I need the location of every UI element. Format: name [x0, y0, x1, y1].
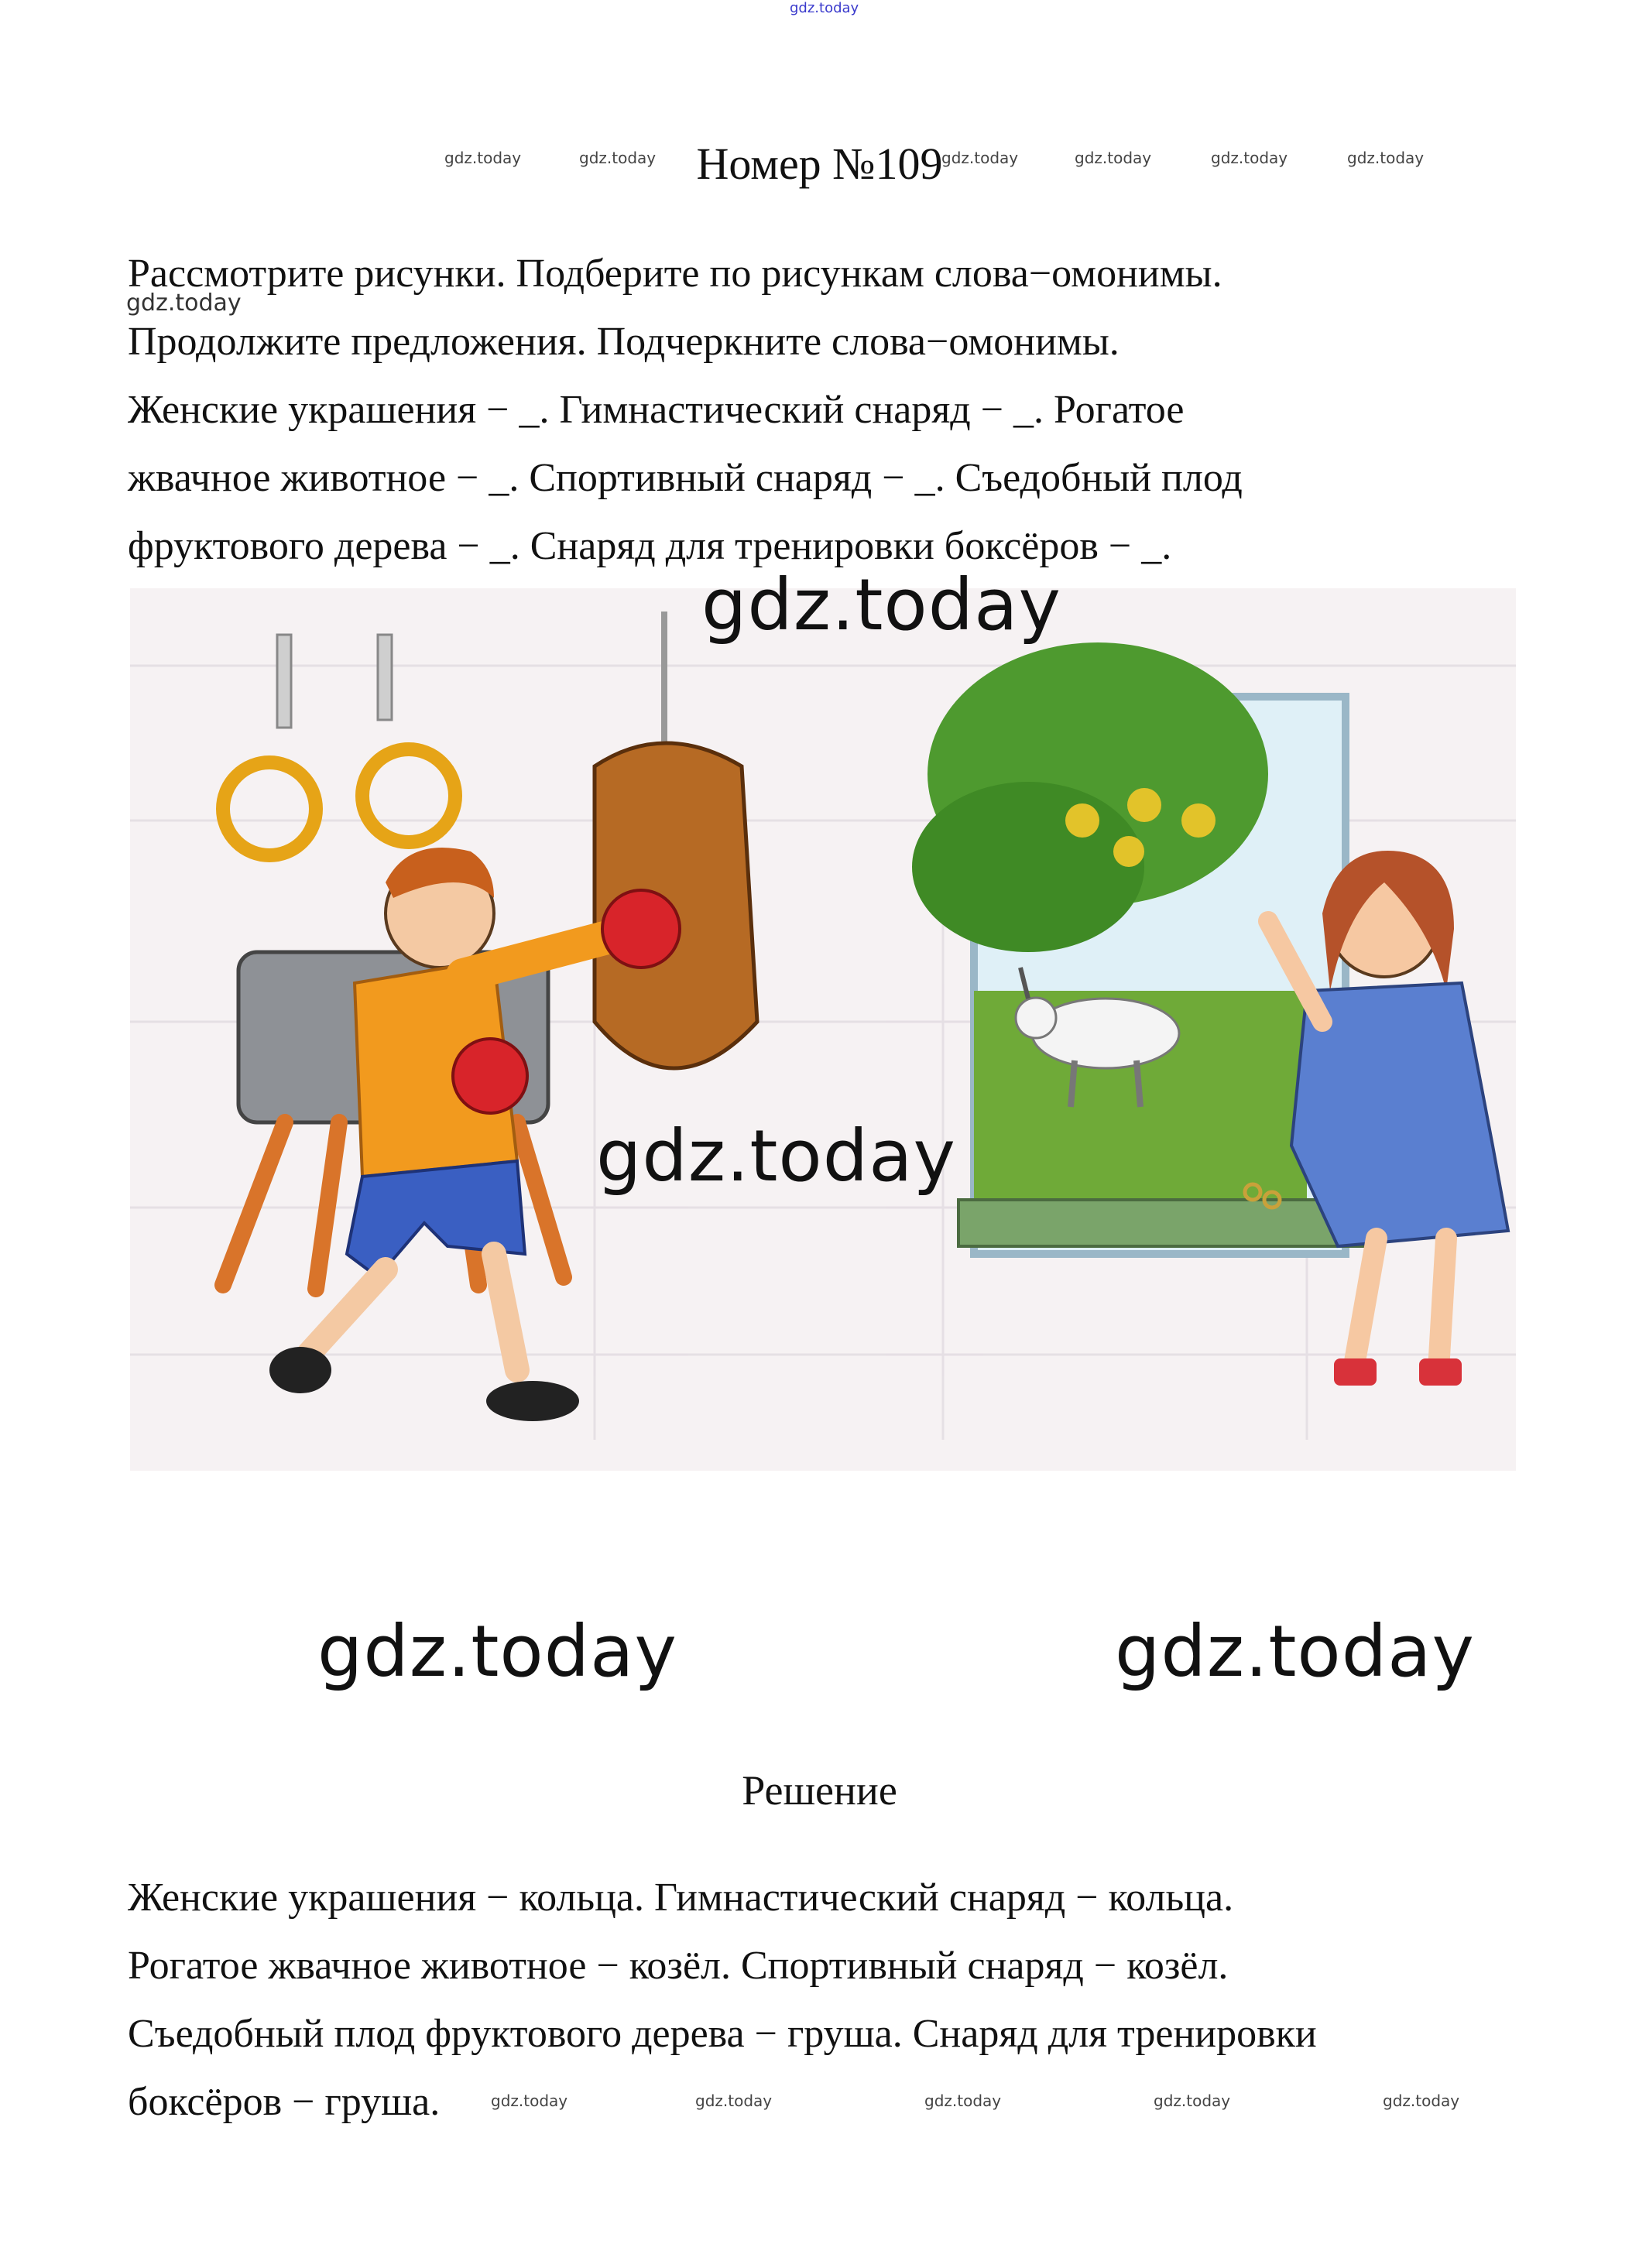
watermark-small: gdz.today [491, 2092, 568, 2110]
solution-line: Рогатое жвачное животное − козёл. Спортивный снаряд − козёл. [128, 1944, 1229, 1988]
watermark-small: gdz.today [924, 2092, 1002, 2110]
watermark-top: gdz.today [790, 0, 859, 16]
task-line: фруктового дерева − _. Снаряд для тренировки боксёров − _. [128, 524, 1172, 568]
watermark-large: gdz.today [317, 1610, 677, 1693]
solution-text [128, 1864, 1545, 2136]
watermark-small: gdz.today [1154, 2092, 1231, 2110]
solution-line: боксёров − груша. [128, 2080, 441, 2124]
watermark-medium: gdz.today [126, 289, 242, 317]
watermark-small: gdz.today [1347, 149, 1425, 167]
task-line: Женские украшения − _. Гимнастический снаряд − _. Рогатое [128, 388, 1185, 432]
watermark-large: gdz.today [701, 564, 1061, 646]
watermark-small: gdz.today [695, 2092, 773, 2110]
solution-line: Женские украшения − кольца. Гимнастический снаряд − кольца. [128, 1876, 1234, 1920]
page-title: Номер №109 [696, 139, 943, 189]
task-line: Рассмотрите рисунки. Подберите по рисункам слова−омонимы. [128, 252, 1222, 296]
task-text [128, 240, 1545, 581]
solution-heading: Решение [742, 1767, 897, 1814]
task-line: Продолжите предложения. Подчеркните слова−омонимы. [128, 320, 1120, 364]
watermark-large: gdz.today [1115, 1610, 1475, 1693]
watermark-small: gdz.today [1075, 149, 1152, 167]
watermark-small: gdz.today [579, 149, 657, 167]
solution-line: Съедобный плод фруктового дерева − груша. Снаряд для тренировки [128, 2012, 1317, 2056]
watermark-small: gdz.today [444, 149, 522, 167]
watermark-small: gdz.today [941, 149, 1019, 167]
task-line: жвачное животное − _. Спортивный снаряд − _. Съедобный плод [128, 456, 1243, 500]
watermark-small: gdz.today [1211, 149, 1288, 167]
watermark-large: gdz.today [596, 1115, 956, 1197]
watermark-small: gdz.today [1383, 2092, 1460, 2110]
illustration [130, 588, 1516, 1471]
